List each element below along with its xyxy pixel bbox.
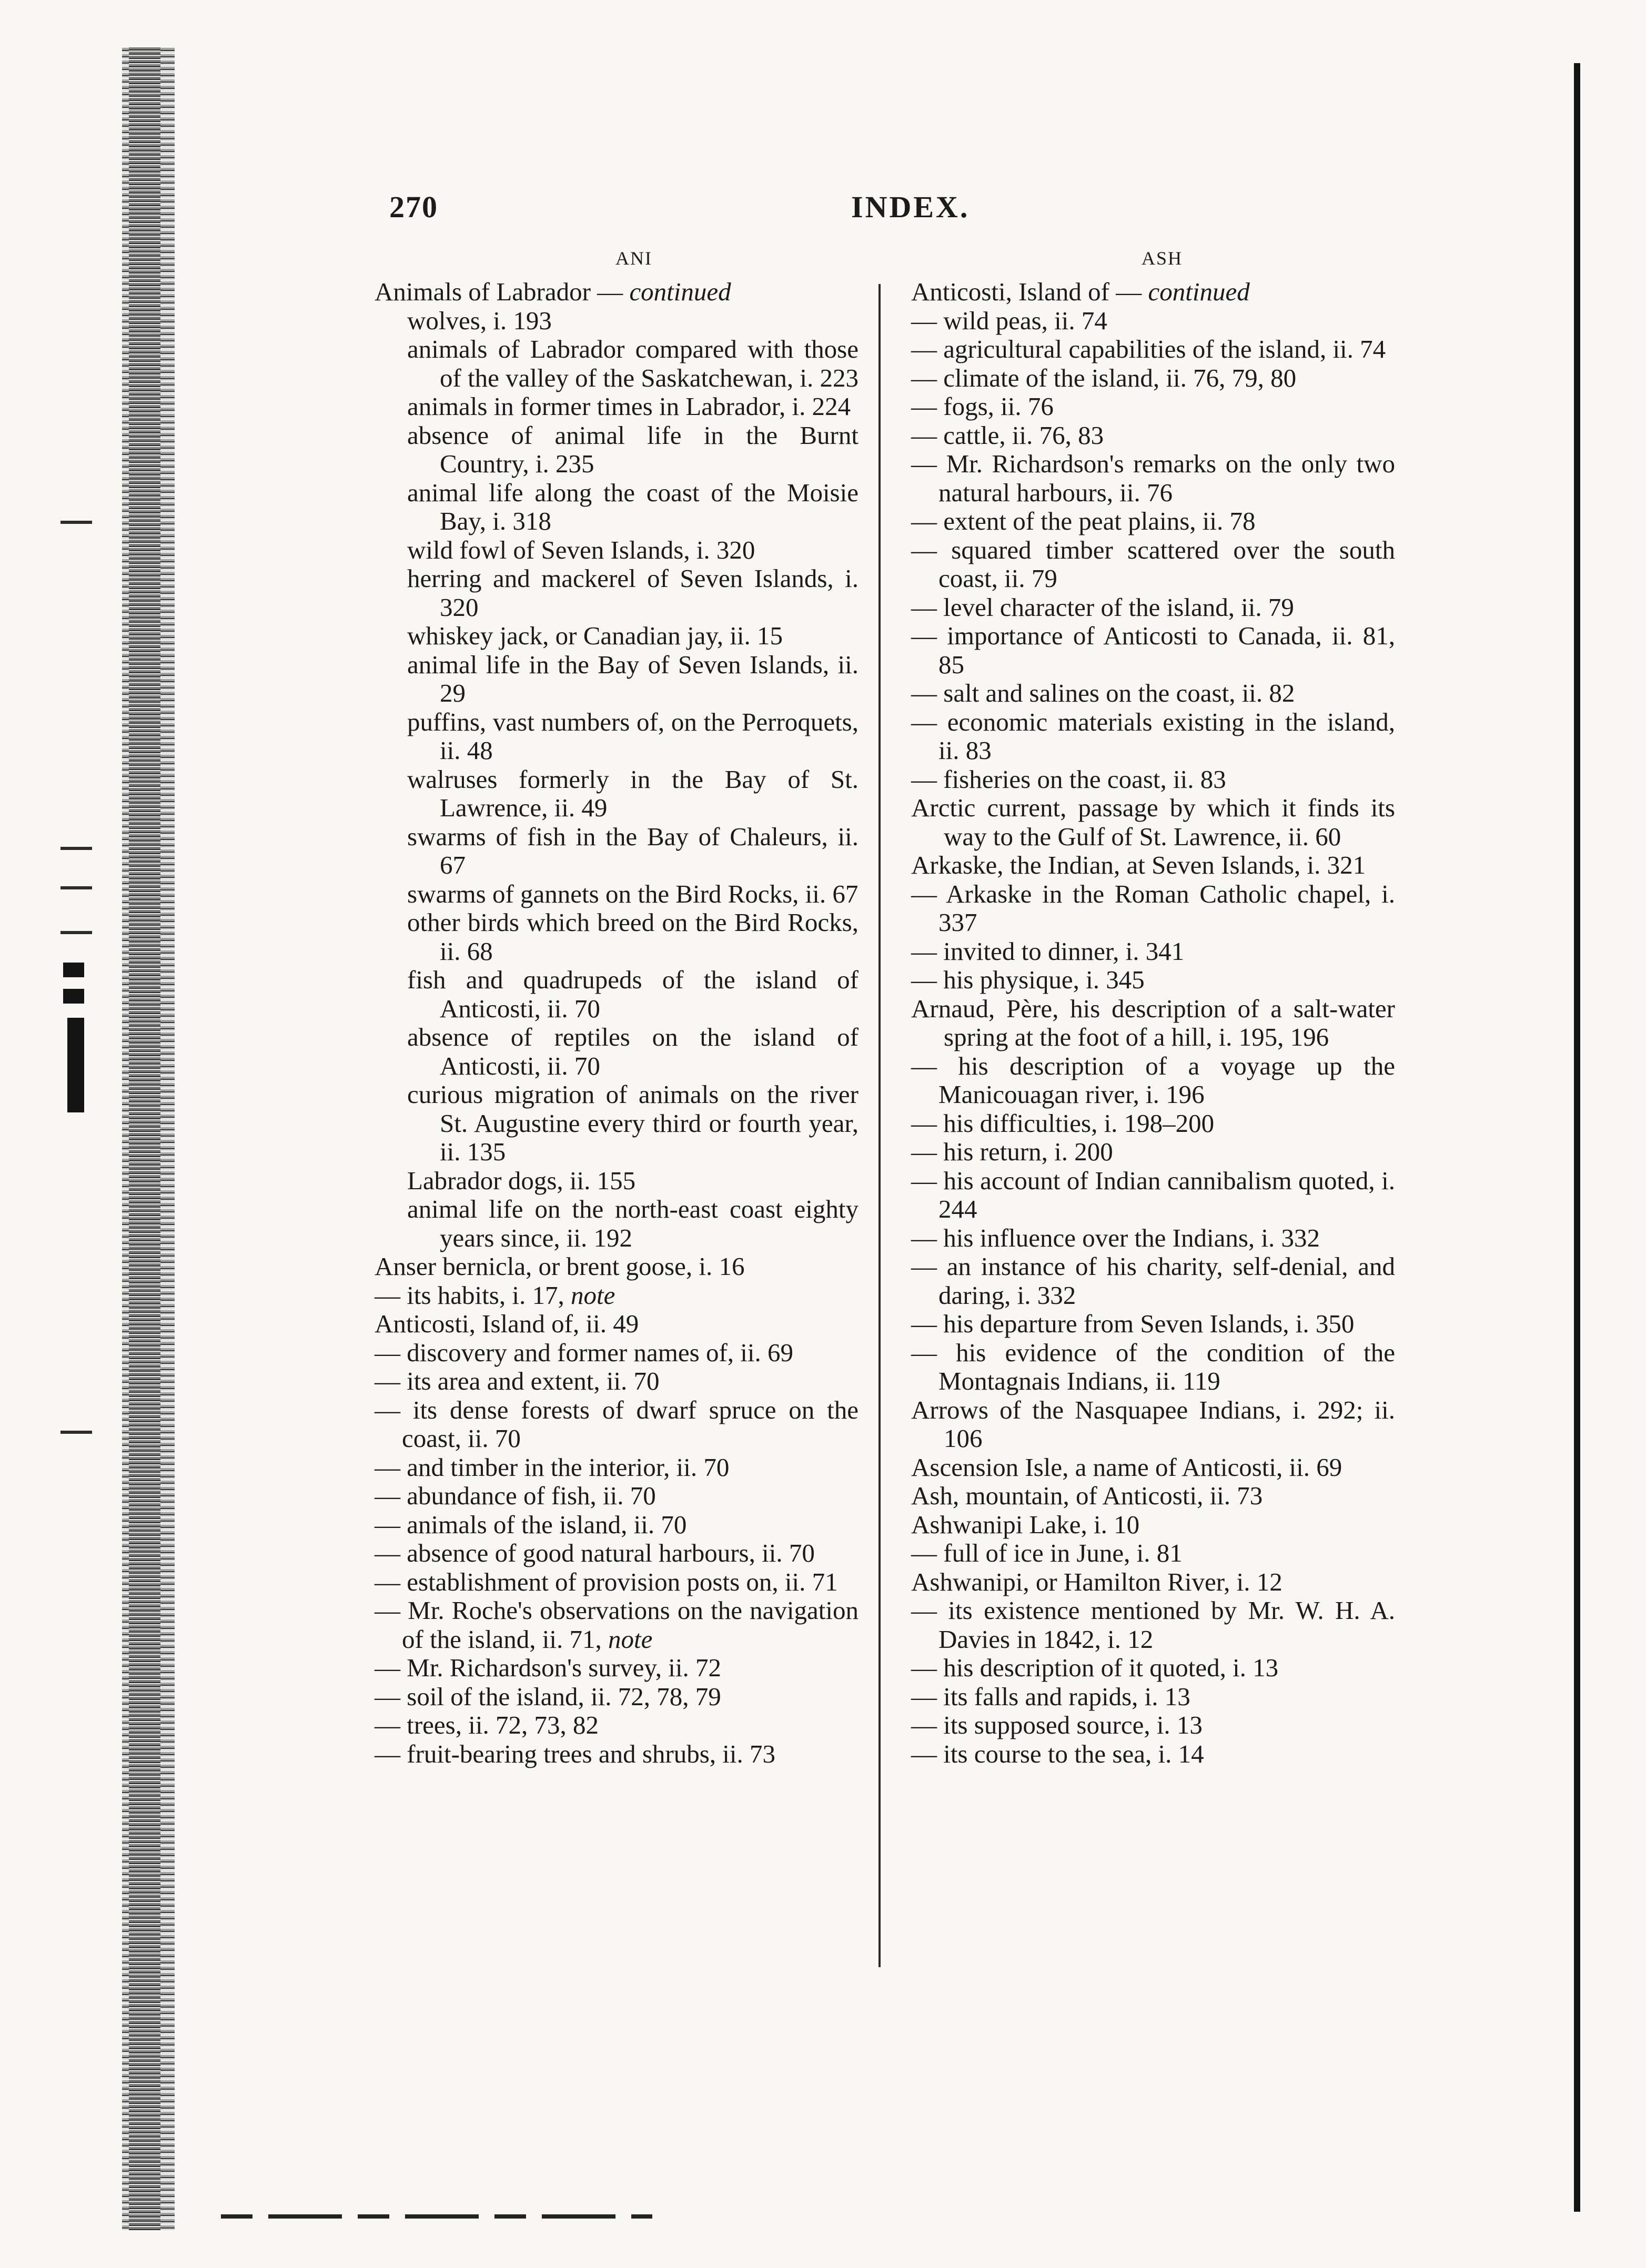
list-item: — and timber in the interior, ii. 70 (375, 1452, 730, 1482)
scan-tick-mark (60, 1431, 92, 1434)
list-item: puffins, vast numbers of, on the Perroquets, ii. 48 (407, 707, 859, 765)
entry-text: — Mr. Roche's observations on the navigation of the island, ii. 71, (375, 1596, 859, 1654)
list-item: walruses formerly in the Bay of St. Lawrence, ii. 49 (407, 764, 859, 822)
scan-block-mark (63, 963, 84, 977)
index-heading: Arkaske, the Indian, at Seven Islands, i. 321 (911, 850, 1366, 879)
list-item: — extent of the peat plains, ii. 78 (911, 507, 1256, 535)
column-divider (878, 284, 881, 1967)
list-item: Labrador dogs, ii. 155 (407, 1166, 636, 1195)
list-item: animals in former times in Labrador, i. 224 (407, 392, 851, 421)
list-item: — establishment of provision posts on, ii. 71 (375, 1567, 838, 1596)
list-item: — his difficulties, i. 198–200 (911, 1108, 1215, 1138)
entry-text: — its habits, i. 17, (375, 1280, 564, 1310)
list-item: other birds which breed on the Bird Rocks, ii. 68 (407, 908, 859, 966)
subentry-list (375, 307, 859, 1253)
list-item: — its falls and rapids, i. 13 (911, 1682, 1190, 1711)
list-item: animal life in the Bay of Seven Islands, ii. 29 (407, 650, 859, 707)
list-item: wolves, i. 193 (407, 306, 552, 335)
list-item: — his return, i. 200 (911, 1137, 1113, 1166)
index-heading: Arrows of the Nasquapee Indians, i. 292; ii. 106 (911, 1395, 1395, 1453)
list-item: — Arkaske in the Roman Catholic chapel, i. 337 (911, 879, 1395, 937)
scan-tick-mark (60, 931, 92, 934)
continued-label: continued (629, 277, 731, 306)
list-item: swarms of gannets on the Bird Rocks, ii. 67 (407, 879, 859, 908)
index-heading: Ascension Isle, a name of Anticosti, ii. 69 (911, 1452, 1342, 1482)
list-item: — Mr. Richardson's survey, ii. 72 (375, 1653, 721, 1682)
list-item: — economic materials existing in the island, ii. 83 (911, 707, 1395, 765)
list-item: — absence of good natural harbours, ii. 70 (375, 1538, 815, 1567)
list-item: animals of Labrador compared with those of the valley of the Saskatchewan, i. 223 (407, 335, 859, 392)
scan-block-mark (63, 989, 84, 1004)
list-item: — his influence over the Indians, i. 332 (911, 1223, 1320, 1252)
list-item: — climate of the island, ii. 76, 79, 80 (911, 363, 1297, 392)
list-item: — cattle, ii. 76, 83 (911, 420, 1104, 450)
list-item (375, 1596, 859, 1654)
index-heading: Arnaud, Père, his description of a salt-water spring at the foot of a hill, i. 195, 196 (911, 994, 1395, 1051)
list-item: animal life on the north-east coast eighty years since, ii. 192 (407, 1194, 859, 1252)
heading-text: Anticosti, Island of — (911, 277, 1142, 306)
right-column (911, 278, 1395, 1768)
scan-tick-mark (60, 847, 92, 850)
left-column-head: ANI (615, 248, 652, 269)
list-item: wild fowl of Seven Islands, i. 320 (407, 535, 755, 564)
right-column-head: ASH (1142, 248, 1183, 269)
index-heading: Anticosti, Island of, ii. 49 (375, 1309, 639, 1338)
list-item: — squared timber scattered over the south coast, ii. 79 (911, 535, 1395, 593)
list-item: — his description of a voyage up the Manicouagan river, i. 196 (911, 1051, 1395, 1109)
index-heading: Ashwanipi, or Hamilton River, i. 12 (911, 1567, 1283, 1596)
list-item: — his evidence of the condition of the Montagnais Indians, ii. 119 (911, 1338, 1395, 1395)
list-item: — its area and extent, ii. 70 (375, 1366, 660, 1395)
list-item: — its course to the sea, i. 14 (911, 1739, 1204, 1768)
list-item: — full of ice in June, i. 81 (911, 1538, 1183, 1567)
list-item: — invited to dinner, i. 341 (911, 936, 1185, 966)
list-item: — level character of the island, ii. 79 (911, 592, 1294, 622)
list-item: — wild peas, ii. 74 (911, 306, 1107, 335)
list-item: absence of reptiles on the island of Anticosti, ii. 70 (407, 1022, 859, 1080)
list-item: — its dense forests of dwarf spruce on the coast, ii. 70 (375, 1395, 859, 1453)
left-column (375, 278, 859, 1768)
index-heading: Arctic current, passage by which it finds its way to the Gulf of St. Lawrence, ii. 60 (911, 793, 1395, 851)
index-heading: Ashwanipi Lake, i. 10 (911, 1510, 1140, 1539)
list-item: — fogs, ii. 76 (911, 392, 1054, 421)
list-item: — its existence mentioned by Mr. W. H. A. Davies in 1842, i. 12 (911, 1596, 1395, 1654)
list-item: whiskey jack, or Canadian jay, ii. 15 (407, 621, 783, 650)
index-heading (911, 278, 1395, 307)
page-number: 270 (389, 190, 438, 224)
list-item: swarms of fish in the Bay of Chaleurs, ii. 67 (407, 822, 859, 879)
index-heading (375, 278, 859, 307)
page-edge-rule (1574, 63, 1580, 2212)
list-item: — fisheries on the coast, ii. 83 (911, 764, 1226, 794)
index-heading: Anser bernicla, or brent goose, i. 16 (375, 1252, 745, 1281)
list-item: — abundance of fish, ii. 70 (375, 1481, 656, 1510)
list-item: herring and mackerel of Seven Islands, i. 320 (407, 564, 859, 622)
list-item: — his departure from Seven Islands, i. 350 (911, 1309, 1355, 1338)
list-item: curious migration of animals on the river St. Augustine every third or fourth year, ii. 135 (407, 1080, 859, 1166)
list-item: — its supposed source, i. 13 (911, 1710, 1203, 1739)
heading-text: Animals of Labrador — (375, 277, 623, 306)
scan-block-mark (67, 1018, 84, 1112)
page-title: INDEX. (851, 190, 970, 224)
continued-label: continued (1148, 277, 1250, 306)
list-item: — discovery and former names of, ii. 69 (375, 1338, 794, 1367)
bottom-scan-marks (221, 2214, 652, 2219)
note-label: note (608, 1624, 653, 1654)
note-label: note (570, 1280, 615, 1310)
book-gutter (129, 47, 160, 2230)
list-item: fish and quadrupeds of the island of Anticosti, ii. 70 (407, 965, 859, 1023)
scan-tick-mark (60, 886, 92, 889)
list-item: — his account of Indian cannibalism quoted, i. 244 (911, 1166, 1395, 1223)
list-item: — his physique, i. 345 (911, 965, 1145, 994)
list-item: — salt and salines on the coast, ii. 82 (911, 679, 1295, 707)
list-item: absence of animal life in the Burnt Country, i. 235 (407, 420, 859, 478)
list-item: — trees, ii. 72, 73, 82 (375, 1710, 599, 1739)
list-item: — soil of the island, ii. 72, 78, 79 (375, 1682, 721, 1711)
index-heading: Ash, mountain, of Anticosti, ii. 73 (911, 1481, 1263, 1510)
list-item: — agricultural capabilities of the island, ii. 74 (911, 335, 1386, 363)
list-item: animal life along the coast of the Moisie Bay, i. 318 (407, 478, 859, 535)
list-item: — an instance of his charity, self-denial, and daring, i. 332 (911, 1252, 1395, 1310)
list-item: — his description of it quoted, i. 13 (911, 1653, 1279, 1682)
list-item (375, 1281, 859, 1310)
list-item: — animals of the island, ii. 70 (375, 1510, 687, 1539)
list-item: — Mr. Richardson's remarks on the only two natural harbours, ii. 76 (911, 449, 1395, 507)
list-item: — importance of Anticosti to Canada, ii. 81, 85 (911, 621, 1395, 679)
list-item: — fruit-bearing trees and shrubs, ii. 73 (375, 1739, 776, 1768)
scan-tick-mark (60, 521, 92, 524)
